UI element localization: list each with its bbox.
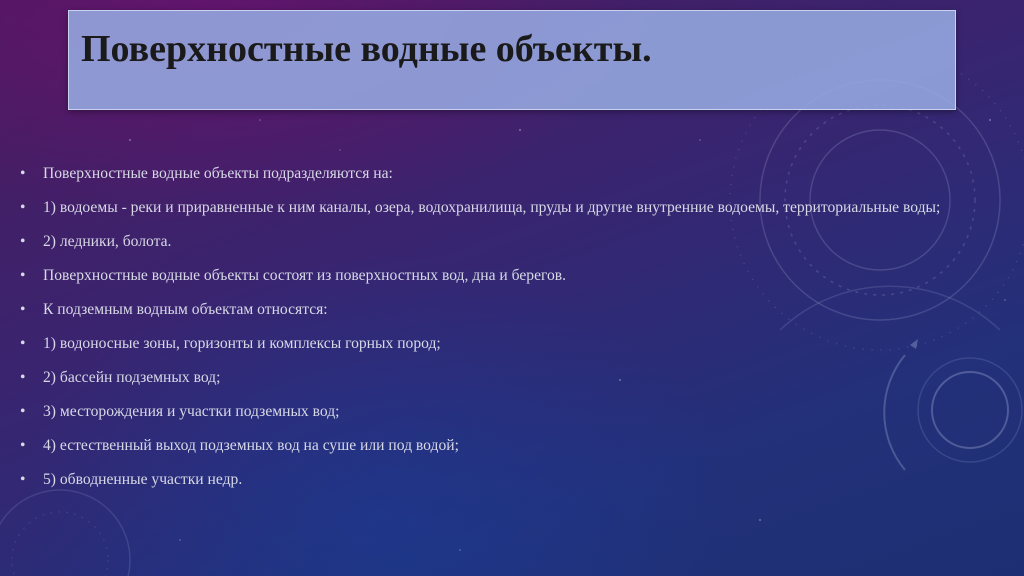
- bullet-text: К подземным водным объектам относятся:: [43, 301, 328, 318]
- list-item: [20, 333, 980, 354]
- bullet-text: Поверхностные водные объекты состоят из поверхностных вод, дна и берегов.: [43, 267, 567, 284]
- bullet-dot: •: [20, 199, 26, 216]
- bullet-dot: •: [20, 233, 26, 250]
- list-item: [20, 435, 980, 456]
- bullet-dot: •: [20, 335, 26, 352]
- bullet-dot: •: [20, 471, 26, 488]
- bullet-dot: •: [20, 267, 26, 284]
- bullet-text: 2) бассейн подземных вод;: [43, 369, 221, 386]
- list-item: [20, 367, 980, 388]
- list-item: [20, 401, 980, 422]
- bullet-text: 3) месторождения и участки подземных вод;: [43, 403, 340, 420]
- list-item: [20, 265, 980, 286]
- list-item: [20, 469, 980, 490]
- bullet-text: 2) ледники, болота.: [43, 233, 172, 250]
- bullet-text: 4) естественный выход подземных вод на суше или под водой;: [43, 437, 459, 454]
- bullet-dot: •: [20, 403, 26, 420]
- bullet-list: [20, 163, 980, 503]
- list-item: [20, 163, 980, 184]
- title-box: [68, 10, 956, 110]
- list-item: [20, 231, 980, 252]
- slide-title: Поверхностные водные объекты.: [81, 28, 652, 70]
- bullet-dot: •: [20, 437, 26, 454]
- bullet-dot: •: [20, 301, 26, 318]
- bullet-dot: •: [20, 369, 26, 386]
- bullet-dot: •: [20, 165, 26, 182]
- list-item: [20, 299, 980, 320]
- bullet-text: 1) водоносные зоны, горизонты и комплексы горных пород;: [43, 335, 441, 352]
- list-item: [20, 197, 980, 218]
- bullet-text: Поверхностные водные объекты подразделяются на:: [43, 165, 393, 182]
- bullet-text: 1) водоемы - реки и приравненные к ним каналы, озера, водохранилища, пруды и другие внутренние водоемы, территориальные воды;: [43, 199, 941, 216]
- bullet-text: 5) обводненные участки недр.: [43, 471, 243, 488]
